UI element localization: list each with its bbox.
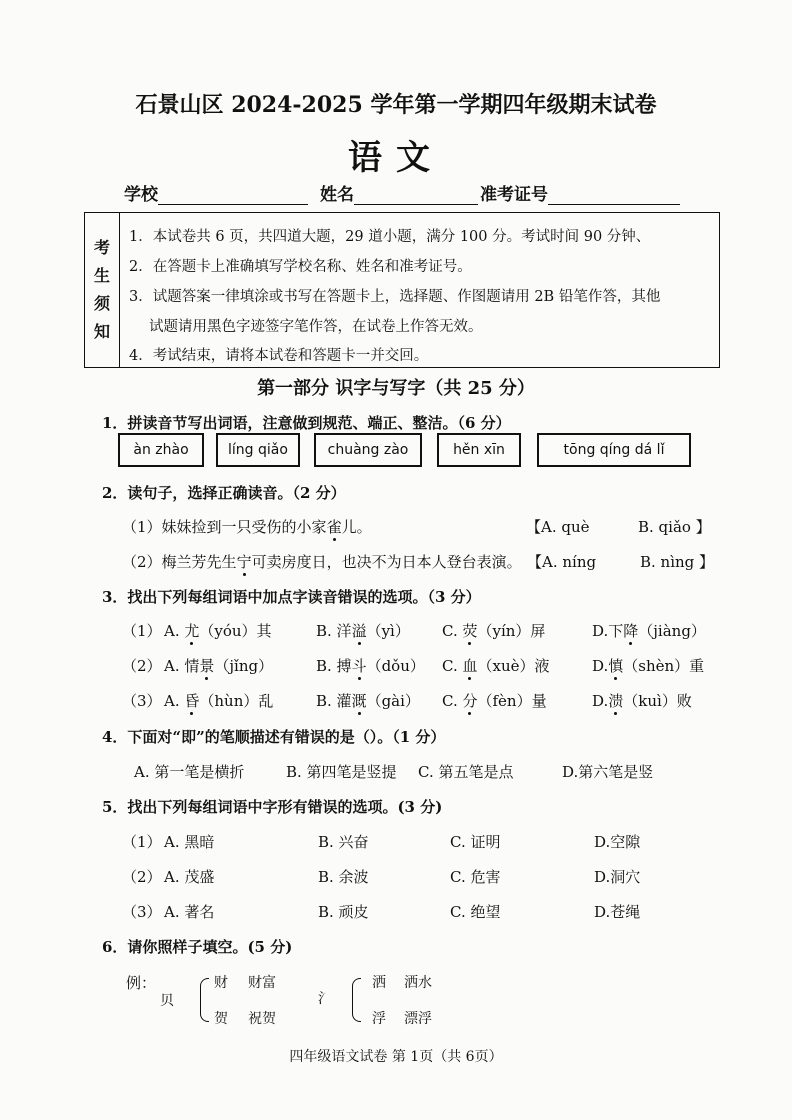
pinyin-box[interactable]: chuàng zào — [314, 433, 422, 467]
q5-option[interactable]: A. 著名 — [164, 903, 215, 921]
q3-option[interactable]: C. 血（xuè）液 — [442, 657, 550, 675]
notice-item: 3．试题答案一律填涂或书写在答题卡上，选择题、作图题请用 2B 铅笔作答，其他 — [129, 289, 661, 305]
q3-option[interactable]: A. 情景（jǐng） — [164, 657, 274, 675]
q3-option[interactable]: B. 洋溢（yì） — [316, 622, 410, 640]
notice-item: 2．在答题卡上准确填写学校名称、姓名和准考证号。 — [129, 259, 472, 275]
q3-option[interactable]: A. 昏（hùn）乱 — [164, 692, 274, 710]
notice-item: 1．本试卷共 6 页，共四道大题，29 道小题，满分 100 分。考试时间 90 分钟、 — [129, 229, 651, 245]
id-label: 准考证号 — [480, 185, 548, 205]
school-blank[interactable] — [158, 186, 308, 205]
pinyin-box[interactable]: tōng qíng dá lǐ — [537, 433, 691, 467]
q3-option[interactable]: B. 灌溉（gài） — [316, 692, 420, 710]
q5-option[interactable]: D.苍绳 — [594, 903, 641, 921]
subject-title: 语文 — [348, 138, 444, 178]
notice-box — [84, 212, 720, 368]
q2-row-1: （1）妹妹捡到一只受伤的小家雀儿。 — [122, 518, 372, 536]
example-word: 洒水 — [404, 975, 432, 991]
example-char: 财 — [214, 975, 228, 991]
q2-option-a[interactable]: 【A. què — [526, 518, 590, 536]
q3-row-3: （3） A. 昏（hùn）乱 B. 灌溉（gài） C. 分（fèn）量 D.溃（kuì）败 — [122, 692, 692, 710]
q5-option[interactable]: B. 顽皮 — [318, 903, 369, 921]
name-label: 姓名 — [320, 185, 354, 205]
example-char: 洒 — [372, 975, 386, 991]
q2-stem: 2．读句子，选择正确读音。（2 分） — [102, 484, 346, 502]
id-field — [480, 180, 680, 205]
name-field — [320, 180, 478, 205]
q5-row-3: （3） A. 著名 B. 顽皮 C. 绝望 D.苍绳 — [122, 903, 641, 921]
q2-row-2: （2）梅兰芳先生宁可卖房度日，也决不为日本人登台表演。 — [122, 553, 522, 571]
pinyin-box[interactable]: àn zhào — [118, 433, 204, 467]
q5-option[interactable]: C. 绝望 — [450, 903, 501, 921]
q3-option[interactable]: B. 搏斗（dǒu） — [316, 657, 425, 675]
notice-label: 考 生 须 知 — [85, 213, 120, 367]
q3-row-2: （2） A. 情景（jǐng） B. 搏斗（dǒu） C. 血（xuè）液 D.慎（shèn）重 — [122, 657, 705, 675]
q5-option[interactable]: B. 兴奋 — [318, 833, 369, 851]
q3-option[interactable]: D.溃（kuì）败 — [592, 692, 692, 710]
example-label: 例： — [126, 974, 157, 992]
example-word: 财富 — [248, 975, 276, 991]
q3-option[interactable]: D.下降（jiàng） — [592, 622, 706, 640]
dotted-char: 雀 — [326, 518, 342, 536]
q3-stem: 3．找出下列每组词语中加点字读音错误的选项。（3 分） — [102, 588, 481, 606]
school-field — [124, 180, 308, 205]
radical-right: 氵 — [318, 991, 332, 1007]
school-label: 学校 — [124, 185, 158, 205]
name-blank[interactable] — [354, 186, 478, 205]
q2-option-b[interactable]: B. qiǎo 】 — [638, 518, 711, 536]
example-word: 祝贺 — [248, 1011, 276, 1027]
q4-stem: 4．下面对“即”的笔顺描述有错误的是（）。（1 分） — [102, 728, 446, 746]
q4-option[interactable]: A. 第一笔是横折 — [134, 763, 245, 781]
q5-option[interactable]: A. 茂盛 — [164, 868, 215, 886]
q5-option[interactable]: D.洞穴 — [594, 868, 641, 886]
q3-row-1: （1） A. 尤（yóu）其 B. 洋溢（yì） C. 荧（yín）屏 D.下降（jiàng） — [122, 622, 706, 640]
brace-left — [200, 978, 209, 1022]
q5-stem: 5．找出下列每组词语中字形有错误的选项。(3 分) — [102, 798, 443, 816]
q2-option-b[interactable]: B. nìng 】 — [640, 553, 715, 571]
q4-option[interactable]: B. 第四笔是竖提 — [286, 763, 397, 781]
q6-stem: 6．请你照样子填空。(5 分) — [102, 938, 293, 956]
page-footer: 四年级语文试卷 第 1页（共 6页） — [289, 1049, 503, 1065]
example-char: 浮 — [372, 1011, 386, 1027]
pinyin-box[interactable]: líng qiǎo — [216, 433, 300, 467]
q3-option[interactable]: A. 尤（yóu）其 — [164, 622, 272, 640]
brace-right — [352, 978, 361, 1022]
q3-option[interactable]: C. 荧（yín）屏 — [442, 622, 546, 640]
q5-option[interactable]: A. 黑暗 — [164, 833, 215, 851]
q4-option[interactable]: D.第六笔是竖 — [562, 763, 654, 781]
q3-option[interactable]: C. 分（fèn）量 — [442, 692, 547, 710]
q2-option-a[interactable]: 【A. níng — [527, 553, 597, 571]
q5-option[interactable]: C. 危害 — [450, 868, 501, 886]
q4-option[interactable]: C. 第五笔是点 — [418, 763, 514, 781]
part1-title: 第一部分 识字与写字（共 25 分） — [257, 378, 535, 399]
q5-option[interactable]: C. 证明 — [450, 833, 501, 851]
exam-title: 石景山区 2024-2025 学年第一学期四年级期末试卷 — [135, 92, 657, 118]
dotted-char: 宁 — [236, 553, 252, 571]
q1-stem: 1．拼读音节写出词语，注意做到规范、端正、整洁。（6 分） — [102, 414, 511, 432]
q5-option[interactable]: D.空隙 — [594, 833, 641, 851]
q3-option[interactable]: D.慎（shèn）重 — [592, 657, 705, 675]
radical-left: 贝 — [160, 993, 174, 1009]
q5-row-1: （1） A. 黑暗 B. 兴奋 C. 证明 D.空隙 — [122, 833, 641, 851]
q5-option[interactable]: B. 余波 — [318, 868, 369, 886]
id-blank[interactable] — [548, 186, 680, 205]
notice-item: 试题请用黑色字迹签字笔作答，在试卷上作答无效。 — [149, 319, 483, 335]
pinyin-box[interactable]: hěn xīn — [437, 433, 521, 467]
notice-item: 4．考试结束，请将本试卷和答题卡一并交回。 — [129, 348, 429, 364]
q5-row-2: （2） A. 茂盛 B. 余波 C. 危害 D.洞穴 — [122, 868, 641, 886]
example-word: 漂浮 — [404, 1011, 432, 1027]
example-char: 贺 — [214, 1011, 228, 1027]
